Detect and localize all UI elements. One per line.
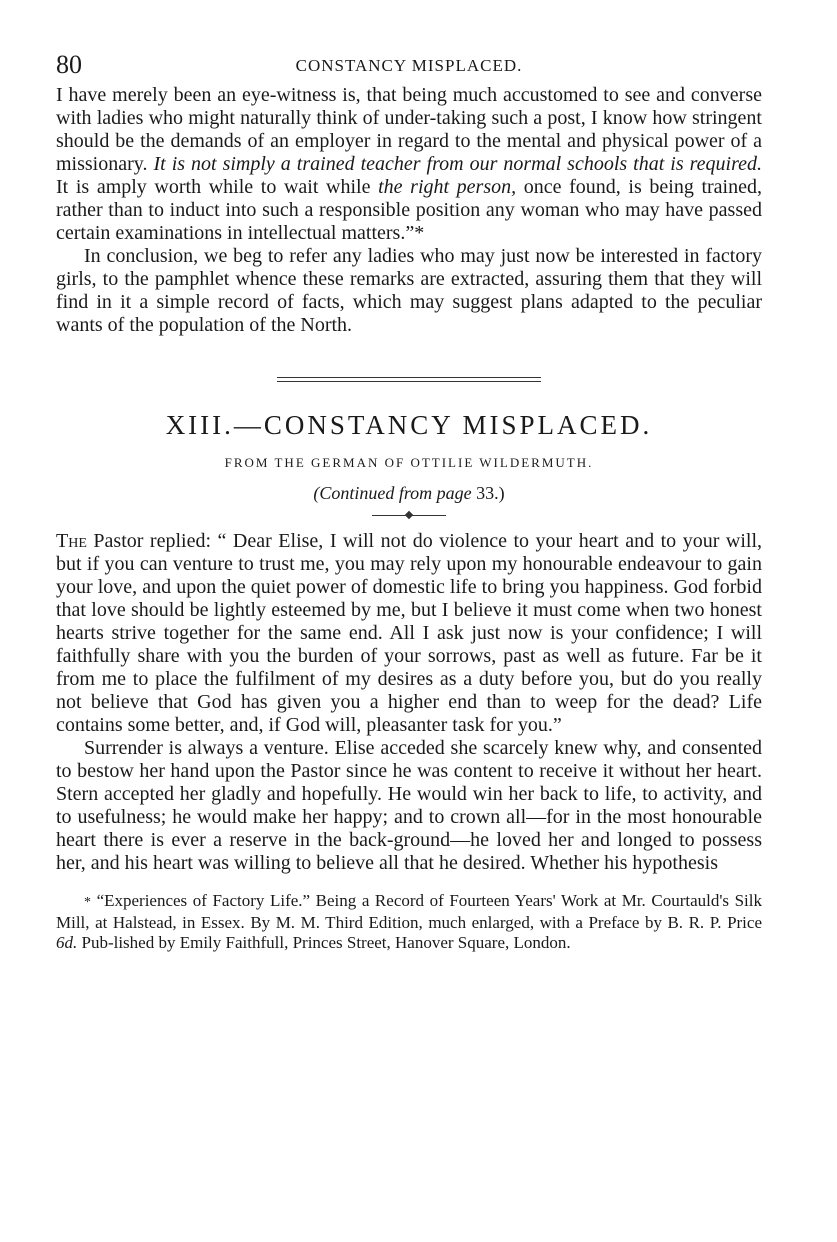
- paragraph-text: It is amply worth while to wait while: [56, 176, 379, 198]
- section-divider: [277, 377, 541, 382]
- footnote: [56, 891, 762, 953]
- continued-page: 33.): [476, 483, 505, 503]
- continued-text: (Continued from page: [313, 483, 472, 503]
- footnote-price: 6d.: [56, 933, 78, 952]
- continued-note: [56, 483, 762, 504]
- diamond-icon: [405, 511, 413, 519]
- italic-emphasis: the right person,: [378, 176, 517, 198]
- book-page: [56, 48, 762, 953]
- running-title: CONSTANCY MISPLACED.: [295, 56, 523, 75]
- ornament-divider: [372, 510, 446, 522]
- running-head: [56, 48, 762, 84]
- story-body: [56, 530, 762, 875]
- paragraph-text: I have merely been an eye-witness is, that being much accustomed to see and converse with ladies who might naturally think of under-taking such a post, I know how stringent should be the demands of an employer in regard to the mental and physical power of a missionary.: [56, 84, 762, 175]
- page-number: 80: [56, 50, 82, 79]
- italic-emphasis: It is not simply a trained teacher from our normal schools that is required.: [153, 153, 762, 175]
- previous-article-paragraph-2: In conclusion, we beg to refer any ladies who may just now be interested in factory girls, to the pamphlet whence these remarks are extracted, assuring them that they will find in it a simple record of facts, which may suggest plans adapted to the peculiar wants of the population of the North.: [56, 245, 762, 336]
- lead-word: The: [56, 530, 87, 552]
- previous-article-paragraph-1: [56, 84, 762, 245]
- section-subheading: FROM THE GERMAN OF OTTILIE WILDERMUTH.: [224, 455, 594, 470]
- story-paragraph-1: [56, 530, 762, 737]
- footnote-text: “Experiences of Factory Life.” Being a Record of Fourteen Years' Work at Mr. Courtauld's Silk Mill, at Halstead, in Essex. By M. M. Third Edition, much enlarged, with a Preface by B. R. P. Price: [56, 891, 762, 932]
- paragraph-text: Pastor replied: “ Dear Elise, I will not do violence to your heart and to your will, but if you can venture to trust me, you may rely upon my honourable endeavour to gain your love, and upon the quiet power of domestic life to bring you happiness. God forbid that love should be lightly esteemed by me, but I believe it must come when two honest hearts strive together for the same end. All I ask just now is your confidence; I will faithfully share with you the burden of your sorrows, past as well as future. Far be it from me to place the fulfilment of my desires as a duty before you, but do you really not believe that God has given you a higher end than to weep for the dead? Life contains some better, and, if God will, pleasanter task for you.”: [56, 530, 762, 736]
- section-heading: XIII.—CONSTANCY MISPLACED.: [165, 410, 653, 440]
- footnote-text: Pub-lished by Emily Faithfull, Princes Street, Hanover Square, London.: [77, 933, 571, 952]
- footnote-marker: *: [84, 895, 91, 910]
- paragraph-text: once found, is being trained, rather than to induct into such a responsible position any woman who may have passed certain examinations in intellectual matters.”*: [56, 176, 762, 244]
- story-paragraph-2: Surrender is always a venture. Elise acceded she scarcely knew why, and consented to bestow her hand upon the Pastor since he was content to receive it without her heart. Stern accepted her gladly and hopefully. He would win her back to life, to activity, and to usefulness; he would make her happy; and to crown all—for in the most honourable heart there is ever a reserve in the back-ground—he loved her and longed to possess her, and his heart was willing to believe all that he desired. Whether his hypothesis: [56, 737, 762, 874]
